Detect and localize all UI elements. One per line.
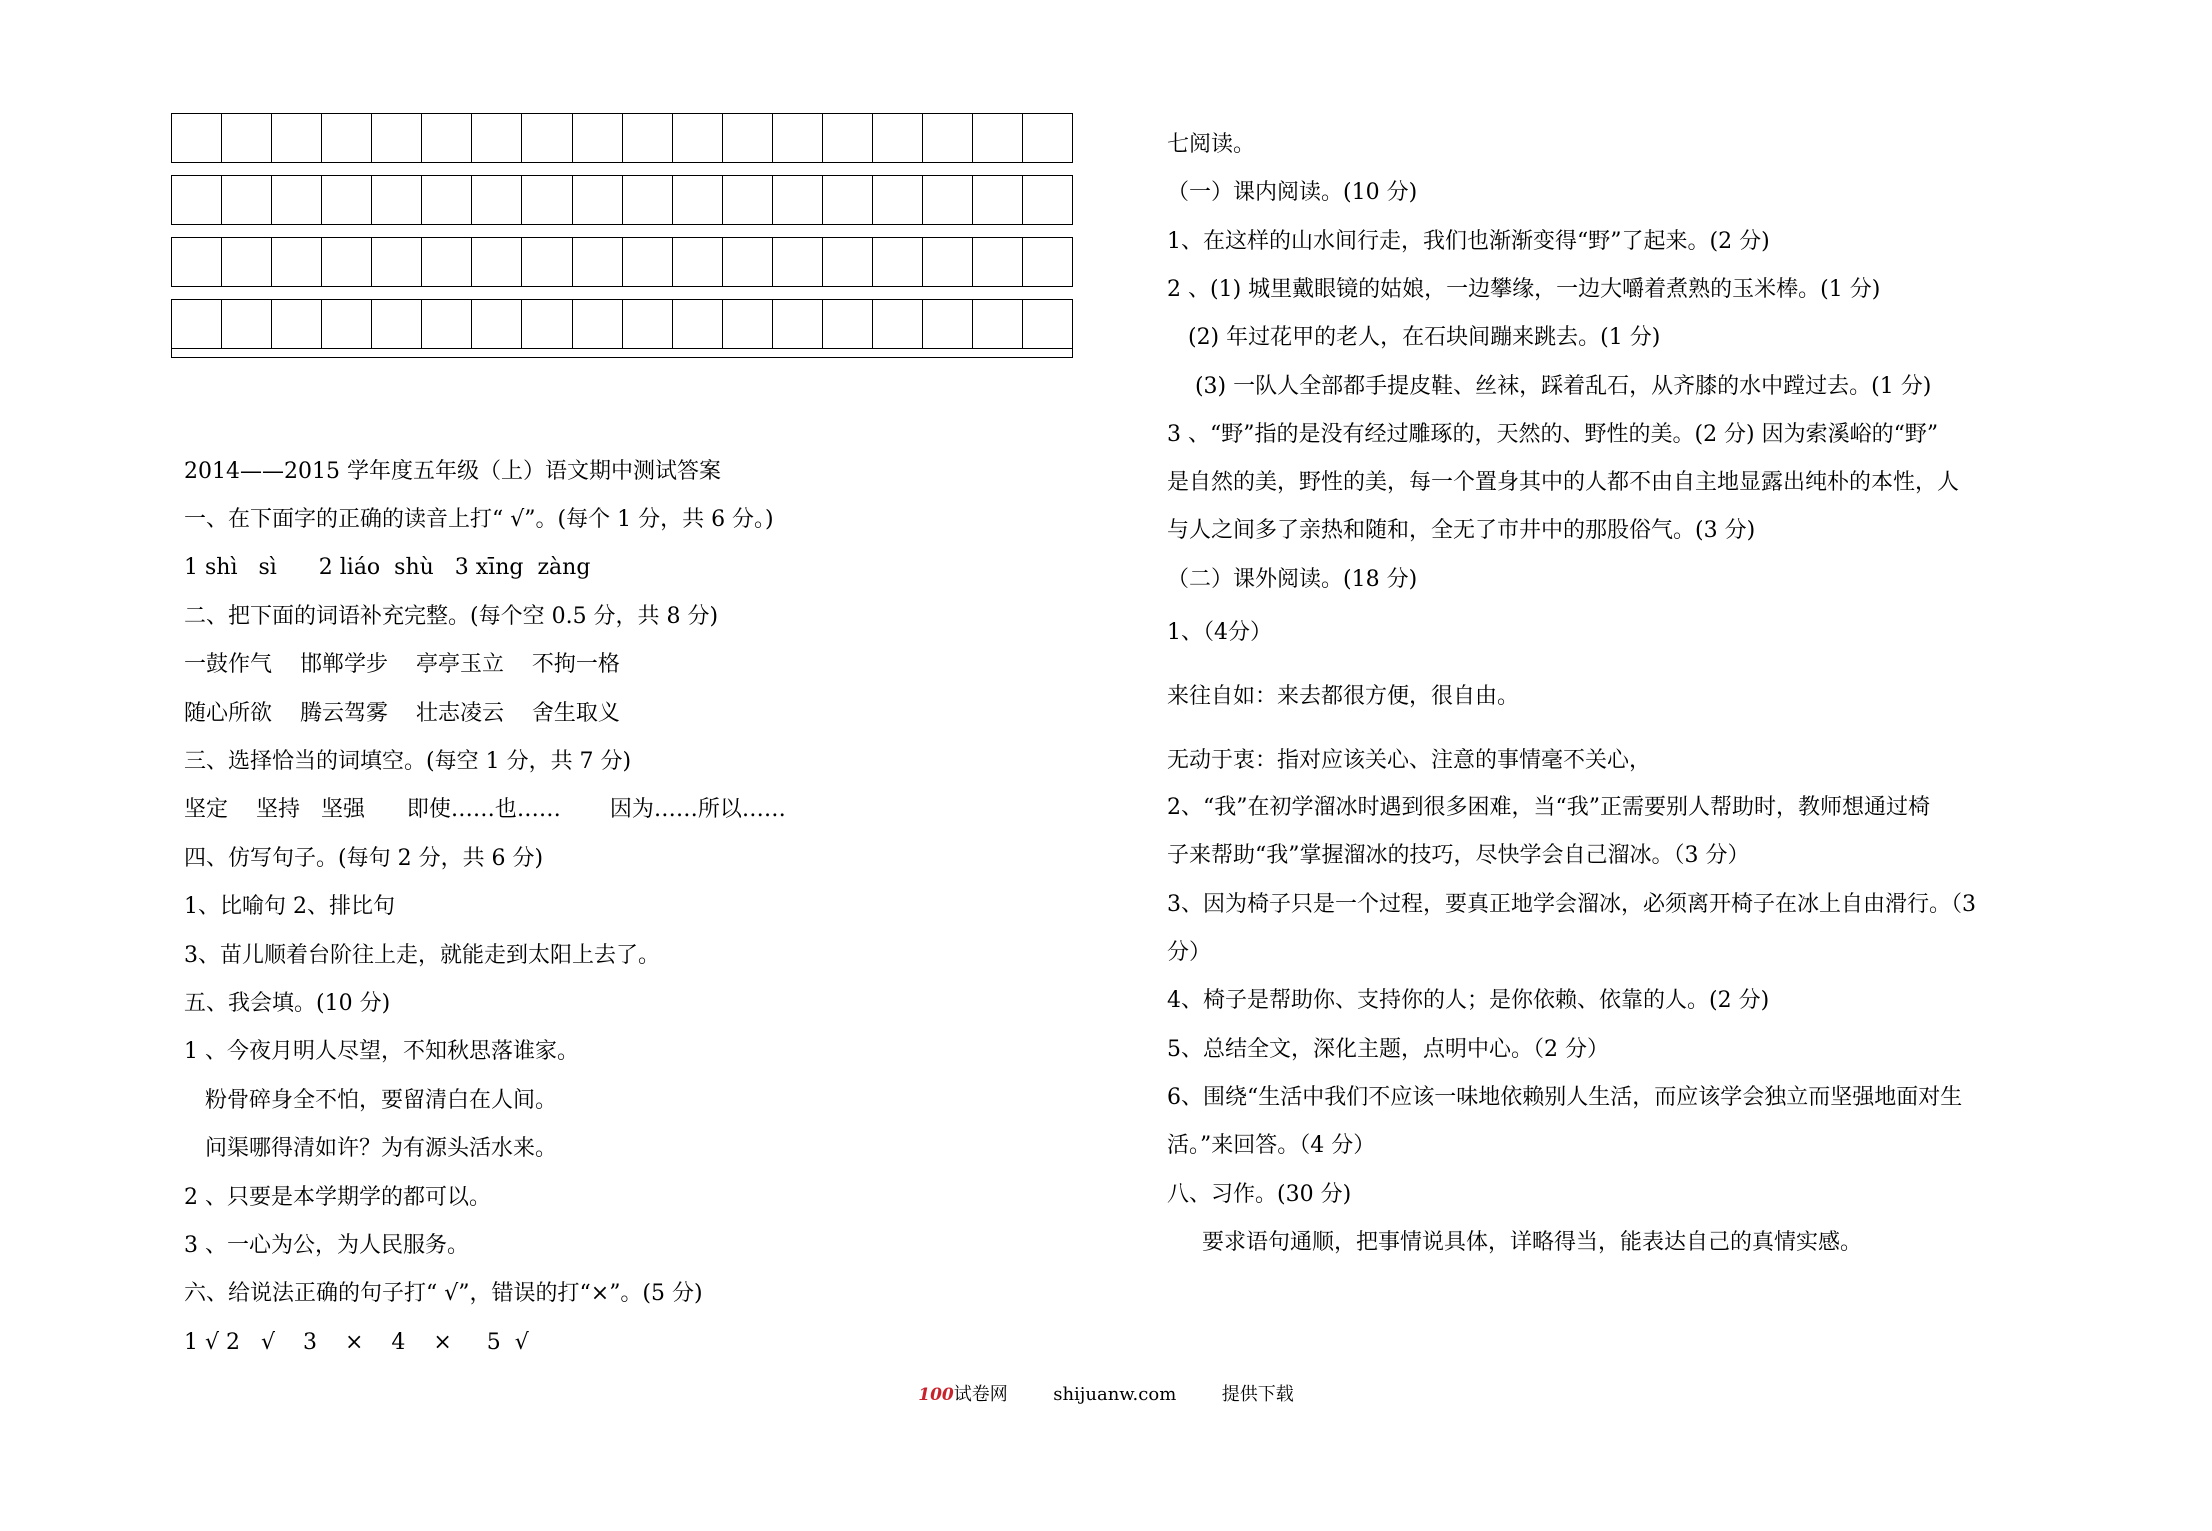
grid-cell xyxy=(272,300,322,348)
right-line: 无动于衷：指对应该关心、注意的事情毫不关心， xyxy=(1167,748,1652,773)
grid-row xyxy=(171,299,1073,349)
right-line: (3) 一队人全部都手提皮鞋、丝袜，踩着乱石，从齐膝的水中蹚过去。(1 分) xyxy=(1167,374,1932,399)
left-line: 问渠哪得清如许？为有源头活水来。 xyxy=(184,1136,557,1162)
grid-cell xyxy=(522,238,572,286)
left-line: 一鼓作气 邯郸学步 亭亭玉立 不拘一格 xyxy=(184,652,620,678)
answer-title: 2014——2015 学年度五年级（上）语文期中测试答案 xyxy=(184,459,721,484)
left-line: 1 shì sì 2 liáo shù 3 xīng zàng xyxy=(184,555,591,581)
grid-cell xyxy=(172,238,222,286)
grid-row xyxy=(171,113,1073,163)
grid-cell xyxy=(522,176,572,224)
grid-cell xyxy=(422,238,472,286)
grid-cell xyxy=(372,238,422,286)
right-line: 要求语句通顺，把事情说具体，详略得当，能表达自己的真情实感。 xyxy=(1167,1230,1862,1255)
grid-cell xyxy=(723,114,773,162)
grid-cell xyxy=(723,300,773,348)
grid-cell xyxy=(573,238,623,286)
right-line: 2 、(1) 城里戴眼镜的姑娘，一边攀缘，一边大嚼着煮熟的玉米棒。(1 分) xyxy=(1167,277,1881,302)
grid-cell xyxy=(973,176,1023,224)
grid-cell xyxy=(1023,176,1072,224)
grid-cell xyxy=(973,300,1023,348)
left-line: 3、苗儿顺着台阶往上走，就能走到太阳上去了。 xyxy=(184,942,660,968)
grid-cell xyxy=(623,238,673,286)
site-logo: 100 xyxy=(918,1385,954,1405)
grid-cell xyxy=(172,300,222,348)
grid-cell xyxy=(422,300,472,348)
grid-cell xyxy=(773,114,823,162)
grid-cell xyxy=(472,238,522,286)
grid-cell xyxy=(372,176,422,224)
grid-cell xyxy=(673,300,723,348)
left-line: 3 、一心为公，为人民服务。 xyxy=(184,1233,469,1258)
left-line: 二、把下面的词语补充完整。(每个空 0.5 分，共 8 分) xyxy=(184,603,719,629)
right-line: 5、总结全文，深化主题，点明中心。（2 分） xyxy=(1167,1037,1609,1062)
grid-cell xyxy=(472,114,522,162)
left-line: 五、我会填。(10 分) xyxy=(184,991,391,1016)
grid-cell xyxy=(623,300,673,348)
right-line: 是自然的美，野性的美，每一个置身其中的人都不由自主地显露出纯朴的本性，人 xyxy=(1167,470,1960,495)
right-line: 3 、“野”指的是没有经过雕琢的，天然的、野性的美。(2 分) 因为索溪峪的“野” xyxy=(1167,422,1939,447)
grid-cell xyxy=(272,176,322,224)
grid-cell xyxy=(723,176,773,224)
grid-cell xyxy=(673,114,723,162)
grid-cell xyxy=(923,300,973,348)
grid-cell xyxy=(673,238,723,286)
grid-cell xyxy=(322,114,372,162)
grid-cell xyxy=(172,176,222,224)
footer xyxy=(0,1380,2212,1406)
left-line: 六、给说法正确的句子打“ √”，错误的打“×”。(5 分) xyxy=(184,1281,703,1307)
left-line: 坚定 坚持 坚强 即使……也…… 因为……所以…… xyxy=(184,797,786,823)
right-line: 子来帮助“我”掌握溜冰的技巧，尽快学会自己溜冰。（3 分） xyxy=(1167,843,1750,868)
right-line: 来往自如：来去都很方便，很自由。 xyxy=(1167,684,1520,709)
grid-cell xyxy=(923,176,973,224)
grid-cell xyxy=(873,176,923,224)
grid-cell xyxy=(522,114,572,162)
left-line: 1 √ 2 √ 3 × 4 × 5 √ xyxy=(184,1329,529,1355)
right-line: (2) 年过花甲的老人，在石块间蹦来跳去。(1 分) xyxy=(1167,325,1661,350)
grid-cell xyxy=(823,176,873,224)
grid-cell xyxy=(723,238,773,286)
site-domain[interactable]: shijuanw.com xyxy=(1053,1384,1177,1405)
grid-cell xyxy=(322,176,372,224)
site-name: 试卷网 xyxy=(953,1384,1008,1405)
grid-cell xyxy=(773,238,823,286)
grid-cell xyxy=(372,114,422,162)
right-line: 分） xyxy=(1167,940,1212,965)
right-line: （二）课外阅读。(18 分) xyxy=(1167,567,1418,592)
grid-cell xyxy=(522,300,572,348)
grid-cell xyxy=(623,114,673,162)
grid-cell xyxy=(422,114,472,162)
grid-cell xyxy=(222,238,272,286)
right-line: （一）课内阅读。(10 分) xyxy=(1167,180,1418,205)
grid-cell xyxy=(973,114,1023,162)
left-line: 一、在下面字的正确的读音上打“ √”。(每个 1 分，共 6 分。) xyxy=(184,507,774,532)
grid-cell xyxy=(823,300,873,348)
right-line: 八、习作。(30 分) xyxy=(1167,1182,1352,1207)
left-line: 三、选择恰当的词填空。(每空 1 分，共 7 分) xyxy=(184,749,632,774)
writing-grid xyxy=(171,113,1073,358)
grid-cell xyxy=(422,176,472,224)
left-line: 随心所欲 腾云驾雾 壮志凌云 舍生取义 xyxy=(184,700,620,726)
grid-cell xyxy=(222,300,272,348)
right-line: 活。”来回答。（4 分） xyxy=(1167,1133,1376,1158)
grid-cell xyxy=(272,114,322,162)
grid-cell xyxy=(823,114,873,162)
grid-cell xyxy=(1023,114,1072,162)
grid-cell xyxy=(472,176,522,224)
grid-cell xyxy=(773,176,823,224)
grid-cell xyxy=(322,300,372,348)
grid-cell xyxy=(573,300,623,348)
grid-row xyxy=(171,175,1073,225)
grid-cell xyxy=(873,114,923,162)
left-line: 四、仿写句子。(每句 2 分，共 6 分) xyxy=(184,845,544,871)
grid-cell xyxy=(873,300,923,348)
right-line: 1、（4分） xyxy=(1167,620,1272,645)
grid-cell xyxy=(272,238,322,286)
grid-cell xyxy=(472,300,522,348)
grid-cell xyxy=(372,300,422,348)
grid-cell xyxy=(923,238,973,286)
right-line: 3、因为椅子只是一个过程，要真正地学会溜冰，必须离开椅子在冰上自由滑行。（3 xyxy=(1167,892,1976,917)
right-line: 6、围绕“生活中我们不应该一味地依赖别人生活，而应该学会独立而坚强地面对生 xyxy=(1167,1085,1963,1110)
left-line: 1 、今夜月明人尽望，不知秋思落谁家。 xyxy=(184,1039,579,1065)
grid-cell xyxy=(222,114,272,162)
grid-cell xyxy=(1023,238,1072,286)
right-line: 与人之间多了亲热和随和，全无了市井中的那股俗气。(3 分) xyxy=(1167,518,1756,543)
right-line: 1、在这样的山水间行走，我们也渐渐变得“野”了起来。(2 分) xyxy=(1167,229,1770,254)
grid-cell xyxy=(322,238,372,286)
grid-cell xyxy=(222,176,272,224)
grid-cell xyxy=(1023,300,1072,348)
grid-cell xyxy=(172,114,222,162)
left-line: 粉骨碎身全不怕，要留清白在人间。 xyxy=(184,1087,557,1113)
grid-bottom-strip xyxy=(171,349,1073,358)
grid-cell xyxy=(873,238,923,286)
left-line: 1、比喻句 2、排比句 xyxy=(184,894,395,920)
grid-cell xyxy=(573,176,623,224)
grid-cell xyxy=(973,238,1023,286)
right-line: 七阅读。 xyxy=(1167,132,1256,157)
grid-row xyxy=(171,237,1073,287)
grid-cell xyxy=(573,114,623,162)
download-tagline: 提供下载 xyxy=(1221,1384,1294,1405)
grid-cell xyxy=(923,114,973,162)
grid-cell xyxy=(623,176,673,224)
right-line: 4、椅子是帮助你、支持你的人；是你依赖、依靠的人。(2 分) xyxy=(1167,988,1770,1013)
grid-cell xyxy=(773,300,823,348)
right-line: 2、“我”在初学溜冰时遇到很多困难，当“我”正需要别人帮助时，教师想通过椅 xyxy=(1167,795,1930,820)
grid-cell xyxy=(673,176,723,224)
left-line: 2 、只要是本学期学的都可以。 xyxy=(184,1184,491,1210)
grid-cell xyxy=(823,238,873,286)
